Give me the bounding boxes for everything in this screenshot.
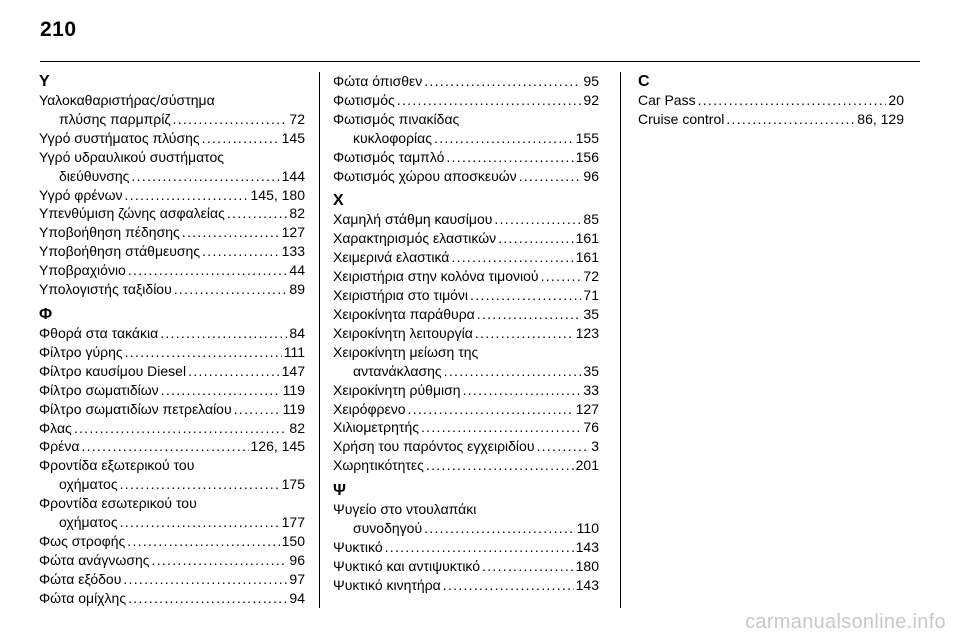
entry-page-ref: 86, 129	[857, 110, 904, 127]
entry-page-ref: 145	[281, 129, 305, 146]
leader-dots	[152, 551, 288, 570]
leader-dots	[123, 570, 287, 589]
leader-dots	[463, 381, 582, 400]
leader-dots	[202, 242, 280, 261]
entry-term: Φώτα όπισθεν	[333, 73, 423, 89]
leader-dots	[74, 419, 288, 438]
entry-page-ref: 177	[281, 514, 305, 531]
leader-dots	[475, 324, 574, 343]
leader-dots	[519, 167, 582, 186]
entry-page-ref: 133	[281, 243, 305, 260]
section-letter: C	[638, 73, 650, 90]
entry-heading-line: Φροντίδα εξωτερικού του	[39, 457, 195, 474]
entry-page-ref: 95	[583, 73, 599, 89]
index-entry	[39, 381, 305, 400]
index-entry	[333, 267, 599, 286]
entry-page-ref: 150	[281, 532, 305, 549]
leader-dots	[385, 538, 574, 557]
column-divider	[620, 72, 621, 608]
leader-dots	[541, 267, 582, 286]
entry-page-ref: 123	[575, 324, 599, 341]
index-entry	[39, 148, 305, 186]
entry-page-ref: 3	[591, 438, 599, 455]
index-entry	[333, 557, 599, 576]
leader-dots	[174, 280, 288, 299]
leader-dots	[81, 437, 248, 456]
entry-term: οχήματος	[59, 476, 118, 493]
index-entry	[39, 261, 305, 280]
index-entry	[39, 570, 305, 589]
leader-dots	[202, 129, 280, 148]
entry-page-ref: 72	[583, 268, 599, 285]
index-entry	[333, 229, 599, 248]
entry-term: Φώτα ομίχλης	[39, 589, 127, 606]
entry-term: συνοδηγού	[353, 520, 423, 537]
entry-page-ref: 76	[583, 419, 599, 436]
entry-page-ref: 156	[575, 148, 599, 165]
leader-dots	[173, 110, 288, 129]
entry-term: Υπολογιστής ταξιδίου	[39, 281, 172, 298]
leader-dots	[182, 223, 280, 242]
entry-term: Υγρό συστήματος πλύσης	[39, 129, 200, 146]
entry-term: Χειριστήρια στο τιμόνι	[333, 287, 469, 304]
entry-page-ref: 20	[888, 92, 904, 108]
entry-page-ref: 44	[289, 262, 305, 279]
entry-page-ref: 71	[583, 287, 599, 304]
entry-page-ref: 161	[575, 249, 599, 266]
index-entry	[39, 324, 305, 343]
index-entry	[333, 437, 599, 456]
entry-term: Ψυκτικό	[333, 538, 383, 555]
entry-term: πλύσης παρμπρίζ	[59, 110, 171, 127]
entry-page-ref: 94	[289, 589, 305, 606]
entry-page-ref: 127	[575, 400, 599, 417]
index-entry	[333, 248, 599, 267]
entry-term: Car Pass	[638, 92, 696, 108]
leader-dots	[477, 305, 582, 324]
index-entry	[333, 324, 599, 343]
index-entry	[39, 494, 305, 532]
entry-term: Χειρόφρενο	[333, 400, 406, 417]
leader-dots	[120, 475, 280, 494]
leader-dots	[128, 589, 287, 608]
index-entry	[333, 456, 599, 475]
index-entry	[39, 362, 305, 381]
entry-page-ref: 119	[282, 381, 305, 398]
leader-dots	[451, 248, 573, 267]
leader-dots	[443, 576, 574, 595]
entry-page-ref: 144	[281, 167, 305, 184]
entry-page-ref: 33	[583, 381, 599, 398]
leader-dots	[424, 72, 581, 91]
index-entry	[333, 381, 599, 400]
entry-term: Φως στροφής	[39, 532, 126, 549]
index-entry	[333, 538, 599, 557]
entry-term: Φίλτρο σωματιδίων πετρελαίου	[39, 400, 232, 417]
section-letter: Φ	[39, 305, 53, 323]
index-entry	[333, 110, 599, 148]
leader-dots	[234, 400, 281, 419]
entry-term: Φίλτρο σωματιδίων	[39, 381, 159, 398]
index-column-3	[638, 72, 904, 129]
entry-term: κυκλοφορίας	[353, 129, 433, 146]
entry-page-ref: 143	[575, 576, 599, 593]
entry-heading-line: Υαλοκαθαριστήρας/σύστημα	[39, 92, 215, 108]
index-entry	[39, 186, 305, 205]
leader-dots	[408, 400, 574, 419]
index-entry	[39, 242, 305, 261]
entry-page-ref: 145, 180	[250, 186, 305, 203]
entry-page-ref: 97	[289, 570, 305, 587]
index-entry	[39, 223, 305, 242]
entry-term: Φρένα	[39, 438, 80, 455]
entry-page-ref: 96	[583, 167, 599, 184]
entry-term: Φωτισμός	[333, 91, 395, 108]
entry-term: Χωρητικότητες	[333, 457, 424, 474]
entry-term: Ψυκτικό κινητήρα	[333, 576, 441, 593]
entry-page-ref: 84	[289, 324, 305, 341]
leader-dots	[161, 381, 281, 400]
leader-dots	[120, 513, 280, 532]
index-entry	[39, 280, 305, 299]
entry-term: διεύθυνσης	[59, 167, 130, 184]
entry-term: Χειροκίνητη ρύθμιση	[333, 381, 461, 398]
leader-dots	[421, 418, 581, 437]
section-letter: Χ	[333, 192, 344, 210]
index-entry	[39, 419, 305, 438]
entry-term: Χαμηλή στάθμη καυσίμου	[333, 211, 493, 228]
leader-dots	[188, 362, 280, 381]
leader-dots	[125, 343, 282, 362]
entry-term: Χειριστήρια στην κολόνα τιμονιού	[333, 268, 539, 285]
leader-dots	[494, 210, 581, 229]
leader-dots	[127, 532, 279, 551]
entry-term: Χειροκίνητη λειτουργία	[333, 324, 473, 341]
index-column-2	[333, 72, 599, 595]
leader-dots	[125, 186, 249, 205]
entry-heading-line: Φροντίδα εσωτερικού του	[39, 495, 197, 512]
entry-page-ref: 110	[576, 520, 599, 537]
index-entry	[39, 456, 305, 494]
entry-page-ref: 175	[281, 476, 305, 493]
index-entry	[333, 400, 599, 419]
entry-term: Φώτα εξόδου	[39, 570, 122, 587]
index-entry	[39, 204, 305, 223]
entry-term: Φωτισμός ταμπλό	[333, 148, 445, 165]
index-entry	[333, 343, 599, 381]
entry-page-ref: 85	[583, 211, 599, 228]
index-entry	[333, 305, 599, 324]
leader-dots	[160, 324, 287, 343]
index-entry	[333, 167, 599, 186]
entry-term: Χαρακτηρισμός ελαστικών	[333, 230, 497, 247]
entry-term: Χειμερινά ελαστικά	[333, 249, 450, 266]
leader-dots	[482, 557, 574, 576]
entry-term: αντανάκλασης	[353, 362, 442, 379]
entry-page-ref: 72	[289, 110, 305, 127]
index-entry	[333, 286, 599, 305]
entry-heading-line: Υγρό υδραυλικού συστήματος	[39, 148, 225, 165]
entry-term: Χιλιομετρητής	[333, 419, 419, 436]
index-entry	[39, 400, 305, 419]
section-letter: Ψ	[333, 482, 346, 500]
section-letter: Υ	[39, 73, 50, 90]
leader-dots	[426, 456, 574, 475]
leader-dots	[397, 91, 582, 110]
index-entry	[39, 343, 305, 362]
entry-term: Υπενθύμιση ζώνης ασφαλείας	[39, 205, 225, 222]
index-entry	[333, 91, 599, 110]
entry-page-ref: 119	[282, 400, 305, 417]
leader-dots	[227, 204, 288, 223]
index-entry	[39, 129, 305, 148]
entry-term: Χρήση του παρόντος εγχειριδίου	[333, 438, 535, 455]
leader-dots	[470, 286, 581, 305]
entry-page-ref: 96	[289, 551, 305, 568]
leader-dots	[498, 229, 573, 248]
index-column-1	[39, 72, 305, 608]
entry-term: Φλας	[39, 419, 72, 436]
entry-heading-line: Φωτισμός πινακίδας	[333, 110, 460, 127]
leader-dots	[446, 148, 573, 167]
entry-heading-line: Χειροκίνητη μείωση της	[333, 343, 479, 360]
entry-term: Φθορά στα τακάκια	[39, 324, 159, 341]
entry-page-ref: 147	[281, 362, 305, 379]
entry-page-ref: 143	[575, 538, 599, 555]
entry-page-ref: 35	[583, 305, 599, 322]
leader-dots	[537, 437, 590, 456]
entry-term: Φίλτρο καυσίμου Diesel	[39, 362, 187, 379]
index-entry	[333, 576, 599, 595]
index-entry	[333, 148, 599, 167]
leader-dots	[444, 362, 582, 381]
header-rule	[40, 61, 920, 62]
index-entry	[333, 210, 599, 229]
entry-term: οχήματος	[59, 514, 118, 531]
entry-page-ref: 180	[575, 557, 599, 574]
entry-page-ref: 35	[583, 362, 599, 379]
entry-term: Χειροκίνητα παράθυρα	[333, 305, 475, 322]
entry-page-ref: 111	[283, 343, 305, 360]
entry-page-ref: 161	[575, 230, 599, 247]
entry-page-ref: 82	[289, 205, 305, 222]
index-entry	[638, 110, 904, 129]
index-entry	[39, 589, 305, 608]
entry-page-ref: 82	[289, 419, 305, 436]
index-entry	[39, 532, 305, 551]
entry-term: Cruise control	[638, 110, 725, 127]
leader-dots	[131, 167, 279, 186]
entry-page-ref: 201	[575, 457, 599, 474]
index-entry	[39, 437, 305, 456]
page-number: 210	[40, 18, 77, 41]
leader-dots	[698, 91, 887, 110]
entry-page-ref: 89	[289, 281, 305, 298]
entry-term: Υγρό φρένων	[39, 186, 123, 203]
entry-page-ref: 155	[575, 129, 599, 146]
entry-page-ref: 127	[281, 224, 305, 241]
index-entry	[333, 72, 599, 91]
index-entry	[333, 500, 599, 538]
leader-dots	[434, 129, 574, 148]
entry-term: Υποβοήθηση στάθμευσης	[39, 243, 201, 260]
index-entry	[333, 418, 599, 437]
leader-dots	[128, 261, 288, 280]
entry-term: Υποβοήθηση πέδησης	[39, 224, 180, 241]
index-entry	[39, 91, 305, 129]
entry-term: Φίλτρο γύρης	[39, 343, 123, 360]
entry-term: Υποβραχιόνιο	[39, 262, 126, 279]
column-divider	[319, 72, 320, 608]
watermark: carmanualsonline.info	[745, 611, 946, 633]
index-entry	[638, 91, 904, 110]
index-entry	[39, 551, 305, 570]
entry-term: Ψυκτικό και αντιψυκτικό	[333, 557, 481, 574]
entry-page-ref: 92	[583, 91, 599, 108]
entry-heading-line: Ψυγείο στο ντουλαπάκι	[333, 501, 477, 518]
entry-term: Φωτισμός χώρου αποσκευών	[333, 167, 517, 184]
leader-dots	[726, 110, 855, 129]
leader-dots	[424, 519, 575, 538]
entry-term: Φώτα ανάγνωσης	[39, 551, 150, 568]
entry-page-ref: 126, 145	[250, 438, 305, 455]
